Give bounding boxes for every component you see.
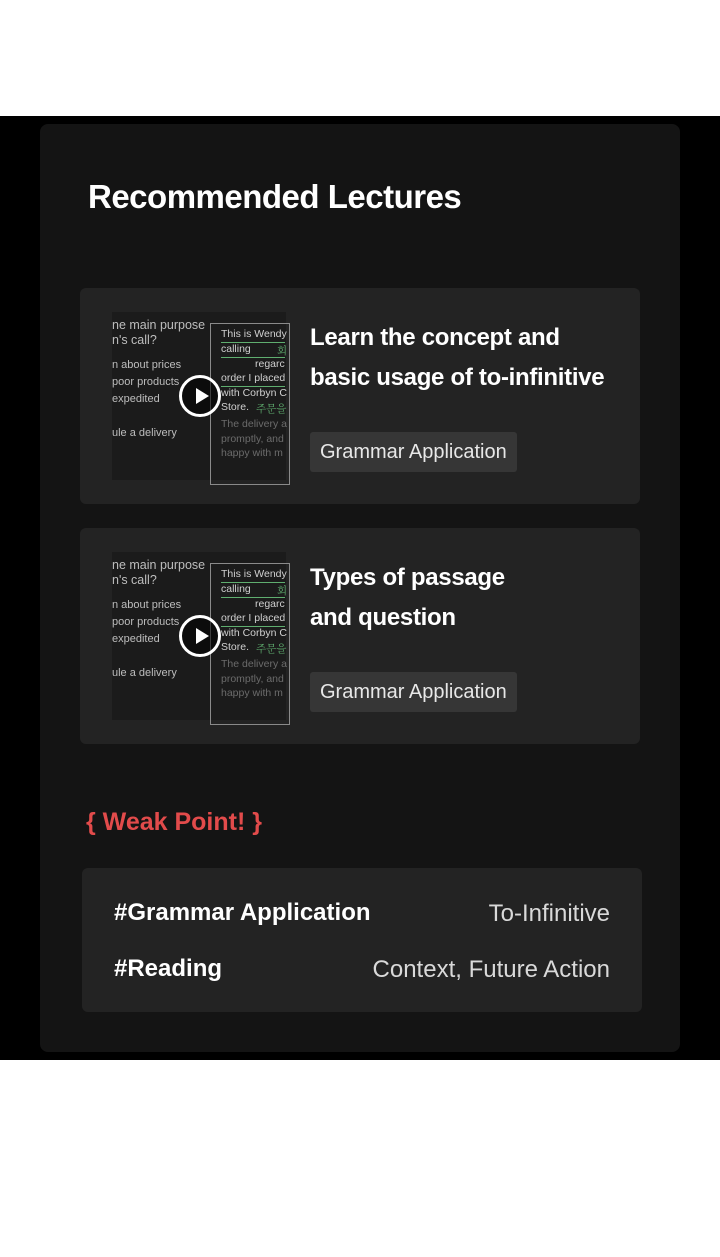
lecture-card[interactable] [80,288,640,504]
lecture-title[interactable]: Types of passage and question [310,564,505,631]
recommendation-panel [40,124,680,1052]
weak-point-row [114,897,610,929]
weak-point-topic: Context, Future Action [372,956,610,983]
lecture-tag: Grammar Application [310,432,517,472]
weak-point-category: #Grammar Application [114,899,371,926]
lecture-title[interactable]: Learn the concept and basic usage of to-infinitive [310,324,605,391]
play-circle-icon[interactable] [179,615,221,657]
lecture-card[interactable] [80,528,640,744]
lecture-thumbnail[interactable]: ne main purpose n's call? n about prices poor products expedited ule a delivery This is Wendy calling 회 regarc order I placed with Corbyn C Store. 주문을 The delivery a promptly, and happy with m [112,552,286,720]
weak-point-category: #Reading [114,955,223,982]
lecture-tag: Grammar Application [310,672,517,712]
weak-point-topic: To-Infinitive [488,900,610,927]
section-title: Recommended Lectures [88,178,462,215]
lecture-thumbnail[interactable]: ne main purpose n's call? n about prices poor products expedited ule a delivery This is Wendy calling 회 regarc order I placed with Corbyn C Store. 주문을 The delivery a promptly, and happy with m [112,312,286,480]
passage-box: This is Wendy calling 회 regarc order I placed with Corbyn C Store. 주문을 The delivery a promptly, and happy with m [210,323,290,485]
play-circle-icon[interactable] [179,375,221,417]
weak-point-title: { Weak Point! } [86,808,262,836]
weak-point-box [82,868,642,1012]
weak-point-row [114,953,610,985]
passage-box: This is Wendy calling 회 regarc order I placed with Corbyn C Store. 주문을 The delivery a promptly, and happy with m [210,563,290,725]
